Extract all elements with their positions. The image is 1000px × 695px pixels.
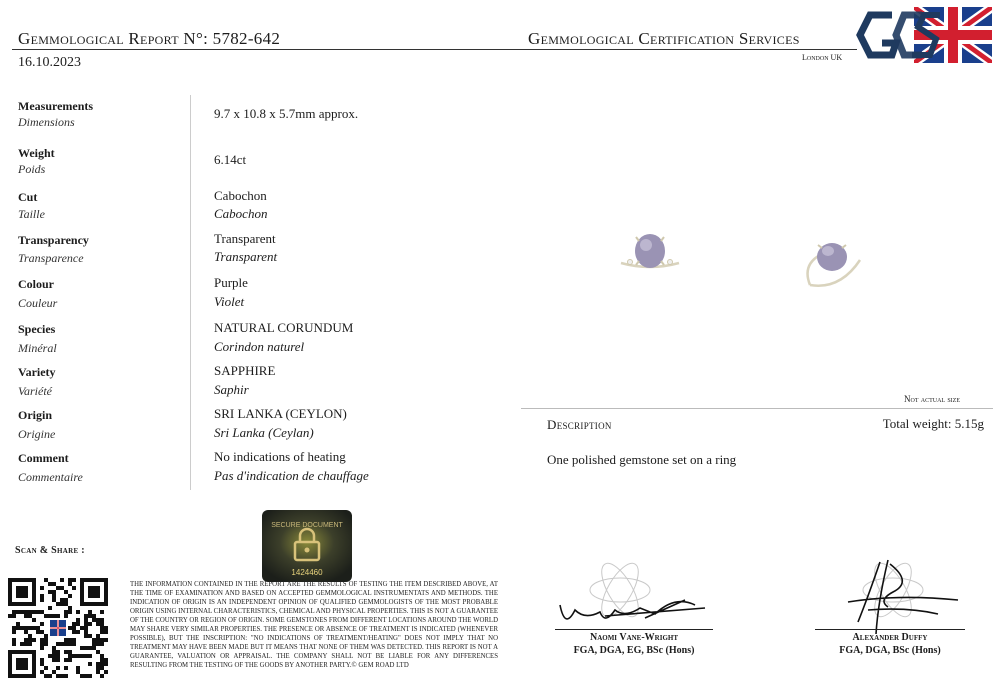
property-value: Transparent <box>214 231 276 246</box>
property-label-fr: Couleur <box>18 296 58 310</box>
description-text: One polished gemstone set on a ring <box>547 452 737 467</box>
secure-document-number: 1424460 <box>291 568 323 577</box>
description-divider <box>521 408 993 409</box>
signatory-credentials: FGA, DGA, EG, BSc (Hons) <box>573 645 695 656</box>
disclaimer-text: THE INFORMATION CONTAINED IN THE REPORT ARE THE RESULTS OF TESTING THE ITEM DESCRIBED ABOVE, AT THE TIME OF EXAMINATION AND BASED ON ACCEPTED GEMMOLOGICAL INSTRUMENTATS AND METHODS. THE INDICATION OF ORIGIN IS AN INDEPENDENT OPINION OF QUALIFIED GEMMOLOGISTS OF THE MOST PROBABLE ORIGIN USING INTERNAL CHARACTERISTICS, CHEMICAL AND PHYSICAL PROPERTIES. THIS IS NOT A GUARANTEE OF THE COUNTRY OR REGION OF ORIGIN. SOME GEMSTONES FROM DIFFERENT LOCATIONS AROUND THE WORLD MAY SHARE VERY SIMILAR PROPERTIES. THE PRESENCE OR ABSENCE OF TREATMENT IS INDICATED (WHENEVER POSSIBLE), BUT THE INSCRIPTION: "NO INDICATIONS OF TREATMENT/HEATING" DOES NOT IMPLY THAT NO TREATMENT MAY HAVE BEEN MADE BUT IT MEANS THAT NONE OF THEM WAS DETECTED. THIS REPORT IS NOT A GUARANTEE, VALUATION OR APPRAISAL. THE COMPANY SHALL NOT BE LIABLE FOR ANY DIFFERENCES RESULTING FROM THE TESTING OF THE GOODS BY ANOTHER PARTY.© GEM ROAD LTD <box>130 581 498 670</box>
property-label: Weight <box>18 146 55 160</box>
property-label-fr: Variété <box>18 384 52 398</box>
signatory-name: Naomi Vane-Wright <box>589 632 679 643</box>
total-weight: Total weight: 5.15g <box>882 416 984 431</box>
property-label-fr: Transparence <box>18 251 84 265</box>
property-label-fr: Commentaire <box>18 470 83 484</box>
property-label: Cut <box>18 190 38 204</box>
property-value-fr: Saphir <box>214 382 249 397</box>
property-value-fr: Pas d'indication de chauffage <box>214 468 369 483</box>
property-label: Measurements <box>18 99 94 113</box>
property-value: SRI LANKA (CEYLON) <box>214 406 347 421</box>
property-value: Cabochon <box>214 188 267 203</box>
signatory-credentials: FGA, DGA, BSc (Hons) <box>839 645 941 656</box>
company-location: London UK <box>802 53 843 62</box>
property-label: Transparency <box>18 233 89 247</box>
ring-front-photo <box>615 225 685 285</box>
header-divider <box>12 49 857 50</box>
property-value-fr: Transparent <box>214 249 278 264</box>
signature-naomi <box>545 560 715 635</box>
report-date: 16.10.2023 <box>18 55 81 70</box>
property-label: Comment <box>18 451 69 465</box>
property-value: No indications of heating <box>214 449 346 464</box>
property-value: SAPPHIRE <box>214 363 276 378</box>
properties-divider <box>190 95 191 490</box>
property-value: Purple <box>214 275 248 290</box>
company-logo <box>856 5 994 65</box>
property-label-fr: Minéral <box>18 341 57 355</box>
property-label: Origin <box>18 408 53 422</box>
company-name: Gemmological Certification Services <box>528 29 800 48</box>
property-label-fr: Poids <box>18 162 46 176</box>
not-actual-size-note: Not actual size <box>904 394 960 404</box>
property-value: NATURAL CORUNDUM <box>214 320 354 335</box>
property-value-fr: Corindon naturel <box>214 339 305 354</box>
property-label-fr: Dimensions <box>18 115 75 129</box>
scan-share-label: Scan & Share : <box>15 545 85 556</box>
property-label: Species <box>18 322 56 336</box>
description-title: Description <box>547 417 612 432</box>
report-title: Gemmological Report N°: 5782-642 <box>18 29 281 48</box>
property-label-fr: Origine <box>18 427 56 441</box>
secure-document-label: SECURE DOCUMENT <box>271 522 343 529</box>
property-value-fr: Sri Lanka (Ceylan) <box>214 425 314 440</box>
property-value-fr: Violet <box>214 294 245 309</box>
property-label: Colour <box>18 277 54 291</box>
signature-line <box>815 629 965 630</box>
qr-code[interactable] <box>8 578 108 678</box>
property-value: 6.14ct <box>214 152 247 167</box>
property-value: 9.7 x 10.8 x 5.7mm approx. <box>214 106 359 121</box>
signatory-name: Alexander Duffy <box>852 632 928 643</box>
signature-alexander <box>818 552 983 637</box>
signature-line <box>555 629 713 630</box>
ring-side-photo <box>800 235 870 290</box>
property-value-fr: Cabochon <box>214 206 268 221</box>
secure-document-hologram <box>262 510 352 582</box>
property-label-fr: Taille <box>18 207 45 221</box>
property-label: Variety <box>18 365 56 379</box>
